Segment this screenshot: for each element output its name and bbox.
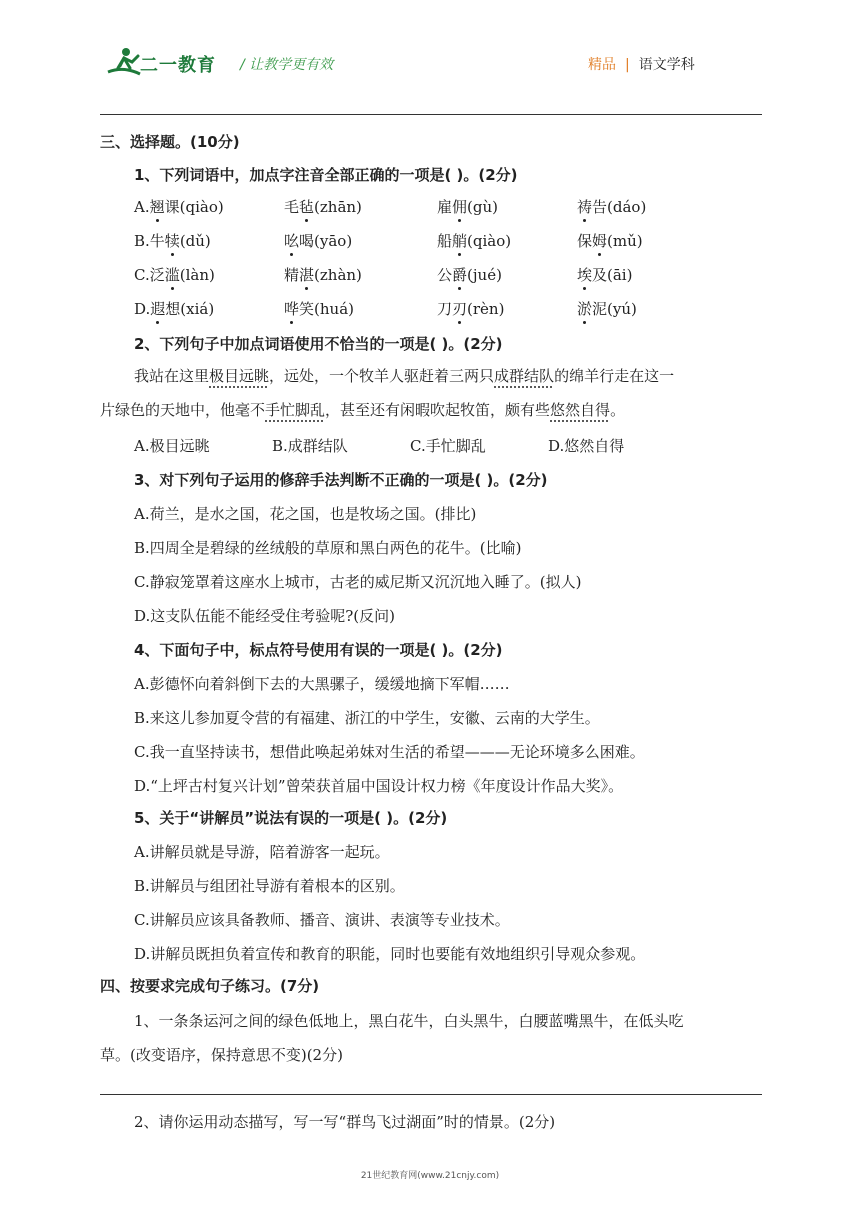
q1-a-col4: 祷告(dáo) [577,198,647,216]
q1-a-col2: 毛毡(zhān) [284,198,362,216]
q4-stem: 4、下面句子中，标点符号使用有误的一项是( )。(2分) [134,641,503,659]
q5-option-d: D.讲解员既担负着宣传和教育的职能，同时也要能有效地组织引导观众参观。 [134,945,646,963]
q2-passage-line2: 片绿色的天地中，他毫不手忙脚乱，甚至还有闲暇吹起牧笛，颇有些悠然自得。 [100,401,626,419]
q1-a-col1: A.翘课(qiào) [134,198,224,216]
q1-b-col2: 吆喝(yāo) [284,232,353,250]
q3-stem: 3、对下列句子运用的修辞手法判断不正确的一项是( )。(2分) [134,471,548,489]
q2-option-d: D.悠然自得 [548,437,625,455]
q5-stem: 5、关于“讲解员”说法有误的一项是( )。(2分) [134,809,448,827]
subject-label: 语文学科 [638,57,695,73]
q1-a-col3: 雇佣(gù) [437,198,498,216]
q1-c-col4: 埃及(āi) [577,266,633,284]
s4-q1-line2: 草。(改变语序，保持意思不变)(2分) [100,1046,343,1064]
header-right [588,54,695,74]
q1-c-col2: 精湛(zhàn) [284,266,362,284]
q5-option-c: C.讲解员应该具备教师、播音、演讲、表演等专业技术。 [134,911,510,929]
page-header [0,0,860,115]
header-separator: | [625,57,630,73]
q2-option-c: C.手忙脚乱 [410,437,486,455]
q1-d-col4: 淤泥(yú) [577,300,637,318]
q2-term-4: 悠然自得 [550,401,611,419]
slogan: / 让教学更有效 [240,57,334,73]
q2-stem: 2、下列句子中加点词语使用不恰当的一项是( )。(2分) [134,335,503,353]
section-3-title: 三、选择题。(10分) [100,133,240,151]
q5-option-b: B.讲解员与组团社导游有着根本的区别。 [134,877,405,895]
q2-option-a: A.极目远眺 [134,437,210,455]
q2-term-3: 手忙脚乱 [265,401,326,419]
q4-option-d: D.“上坪古村复兴计划”曾荣获首届中国设计权力榜《年度设计作品大奖》。 [134,777,624,795]
q2-term-2: 成群结队 [494,367,555,385]
s4-q1-line1: 1、一条条运河之间的绿色低地上，黑白花牛，白头黑牛，白腰蓝嘴黑牛，在低头吃 [134,1012,684,1030]
q1-d-col1: D.遐想(xiá) [134,300,215,318]
q1-b-col3: 船艄(qiào) [437,232,512,250]
q1-d-col3: 刀刃(rèn) [437,300,505,318]
q1-b-col1: B.牛犊(dǔ) [134,232,211,250]
q4-option-c: C.我一直坚持读书，想借此唤起弟妹对生活的希望———无论环境多么困难。 [134,743,645,761]
q1-b-col4: 保姆(mǔ) [577,232,643,250]
answer-line [100,1094,762,1095]
q3-option-a: A.荷兰，是水之国，花之国，也是牧场之国。(排比) [134,505,477,523]
header-divider [100,114,762,115]
q4-option-a: A.彭德怀向着斜倒下去的大黑骡子，缓缓地摘下军帽…… [134,675,510,693]
section-4-title: 四、按要求完成句子练习。(7分) [100,977,320,995]
q4-option-b: B.来这儿参加夏令营的有福建、浙江的中学生，安徽、云南的大学生。 [134,709,600,727]
q3-option-c: C.静寂笼罩着这座水上城市，古老的威尼斯又沉沉地入睡了。(拟人) [134,573,582,591]
q1-c-col3: 公爵(jué) [437,266,502,284]
q1-d-col2: 哗笑(huá) [284,300,354,318]
page-footer: 21世纪教育网(www.21cnjy.com) [360,1171,500,1181]
brand-label: 精品 [588,57,616,73]
q1-c-col1: C.泛滥(làn) [134,266,215,284]
q5-option-a: A.讲解员就是导游，陪着游客一起玩。 [134,843,390,861]
logo-text: 二一教育 [140,55,216,76]
q2-option-b: B.成群结队 [272,437,348,455]
q3-option-d: D.这支队伍能不能经受住考验呢?(反问) [134,607,396,625]
q3-option-b: B.四周全是碧绿的丝绒般的草原和黑白两色的花牛。(比喻) [134,539,522,557]
s4-q2: 2、请你运用动态描写，写一写“群鸟飞过湖面”时的情景。(2分) [134,1113,556,1131]
q1-stem: 1、下列词语中，加点字注音全部正确的一项是( )。(2分) [134,166,518,184]
q2-term-1: 极目远眺 [209,367,270,385]
q2-passage-line1: 我站在这里极目远眺，远处，一个牧羊人驱赶着三两只成群结队的绵羊行走在这一 [134,367,675,385]
